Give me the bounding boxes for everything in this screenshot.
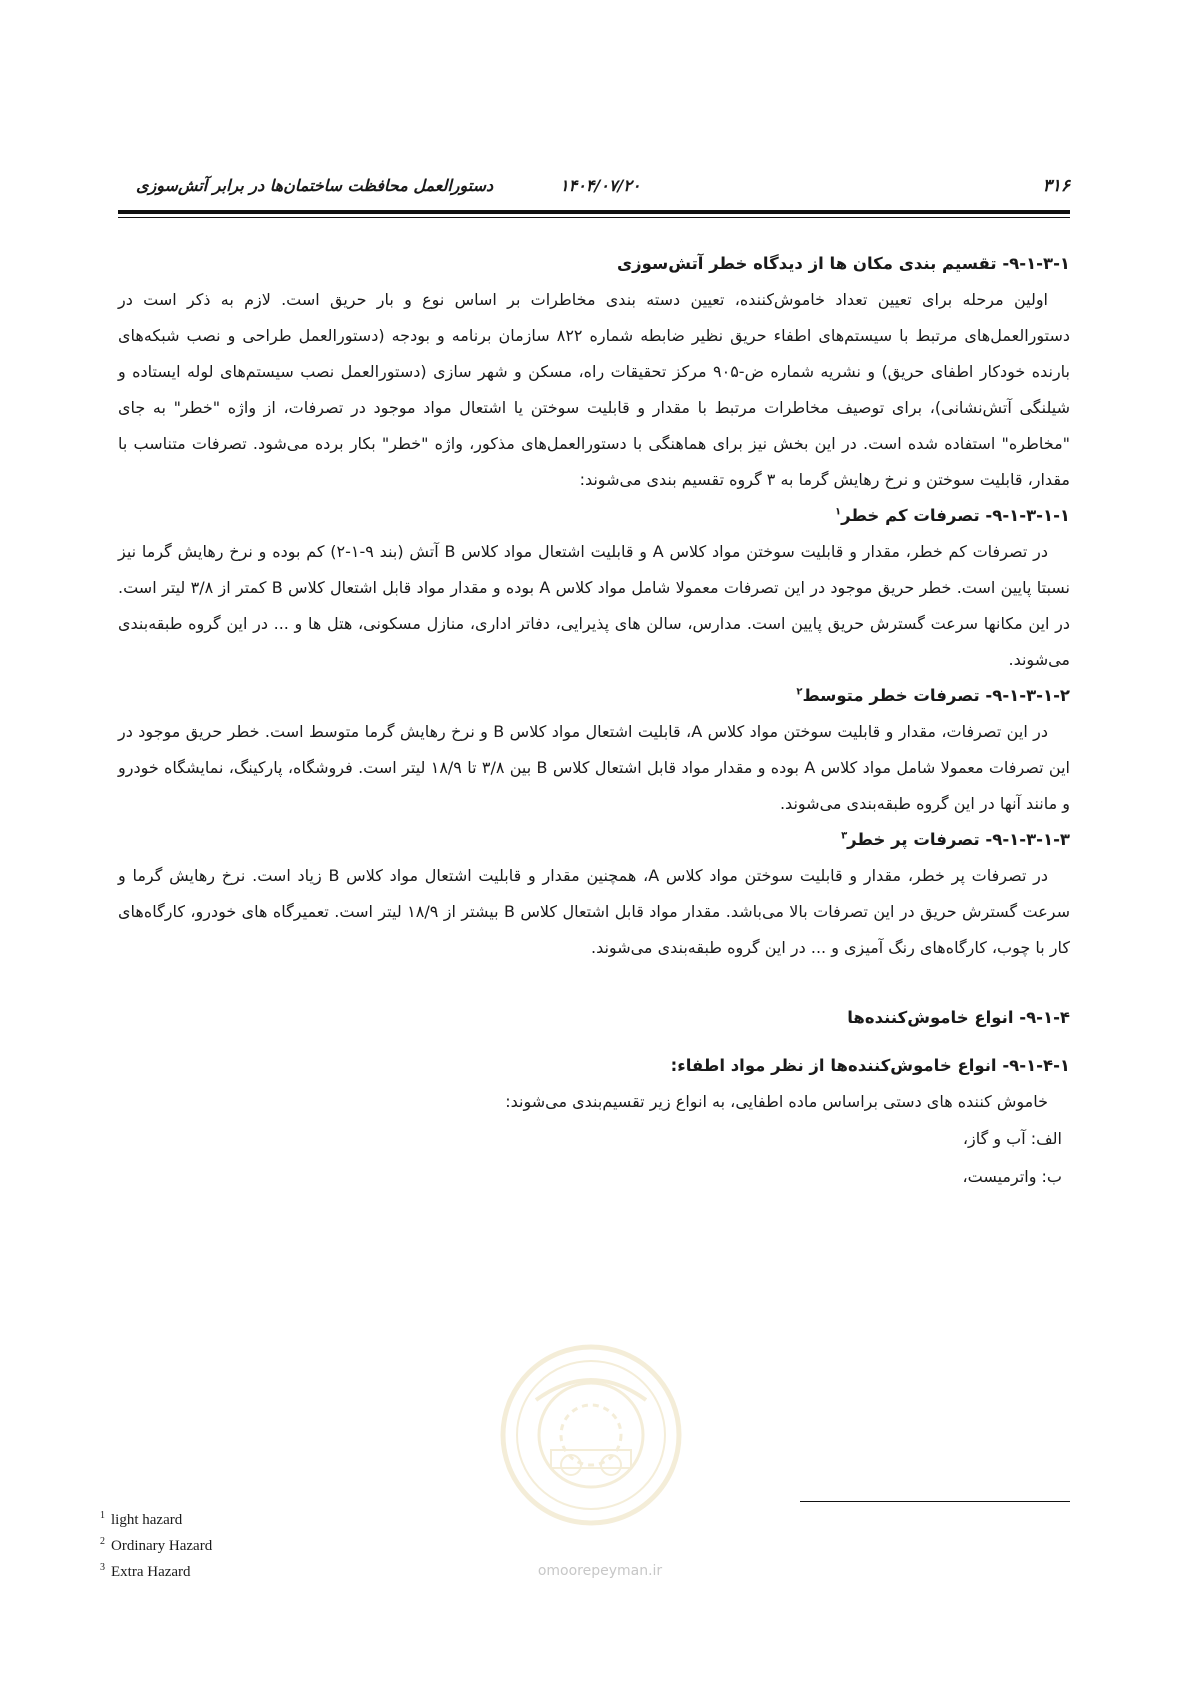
list-item: الف: آب و گاز، bbox=[962, 1129, 1062, 1148]
subsection-heading bbox=[118, 678, 1070, 714]
section-paragraph: در تصرفات پر خطر، مقدار و قابلیت سوختن مواد کلاس A، همچنین مقدار و قابلیت اشتعال مواد کلاس B زیاد است. نرخ رهایش گرما و سرعت گسترش حریق در این تصرفات بالا می‌باشد. مقدار مواد قابل اشتعال کلاس B بیشتر از ۱۸/۹ لیتر است. تعمیرگاه های خودرو، کارگاه‌های کار با چوب، کارگاه‌های رنگ آمیزی و ... در این گروه طبقه‌بندی می‌شوند. bbox=[118, 866, 1071, 957]
footnote-number: 2 bbox=[100, 1536, 105, 1547]
footnote-rule bbox=[800, 1501, 1070, 1502]
subsection-heading bbox=[118, 498, 1070, 534]
header-date: ۱۴۰۴/۰۷/۲۰ bbox=[560, 176, 641, 195]
footnote-text: Ordinary Hazard bbox=[111, 1538, 213, 1554]
footnote-ref: ۱ bbox=[834, 506, 842, 518]
footnote-ref: ۳ bbox=[841, 830, 848, 842]
header-title: دستورالعمل محافظت ساختمان‌ها در برابر آتش‌سوزی bbox=[136, 176, 494, 195]
header-rule-thin bbox=[118, 217, 1070, 218]
heading-text: ۹-۱-۳-۱-۱- تصرفات کم خطر bbox=[841, 506, 1070, 525]
section-paragraph: در تصرفات کم خطر، مقدار و قابلیت سوختن مواد کلاس A و قابلیت اشتعال مواد کلاس B آتش (بند ۹-۱-۲) کم بوده و نرخ رهایش گرما نیز نسبتا پایین است. خطر حریق موجود در این تصرفات معمولا شامل مواد کلاس A بوده و مقدار مواد قابل اشتعال کلاس B کمتر از ۳/۸ لیتر است. در این مکانها سرعت گسترش حریق پایین است. مدارس، سالن های پذیرایی، دفاتر اداری، منازل مسکونی، هتل ها و ... در این گروه طبقه‌بندی می‌شوند. bbox=[118, 542, 1071, 669]
subsection-heading: ۹-۱-۴-۱- انواع خاموش‌کننده‌ها از نظر مواد اطفاء: bbox=[670, 1056, 1070, 1075]
footnote-text: Extra Hazard bbox=[111, 1564, 191, 1580]
section-paragraph: اولین مرحله برای تعیین تعداد خاموش‌کننده، تعیین دسته بندی مخاطرات بر اساس نوع و بار حریق است. لازم به ذکر است در دستورالعمل‌های مرتبط با سیستم‌های اطفاء حریق نظیر ضابطه شماره ۸۲۲ سازمان برنامه و بودجه (دستورالعمل طراحی و نصب شبکه‌های بارنده خودکار اطفای حریق) و نشریه شماره ض-۹۰۵ مرکز تحقیقات راه، مسکن و شهر سازی (دستورالعمل نصب سیستم‌های لوله ایستاده و شیلنگی آتش‌نشانی)، برای توصیف مخاطرات مرتبط با مقدار و قابلیت سوختن یا اشتعال مواد موجود در تصرفات، از واژه "خطر" به جای "مخاطره" استفاده شده است. در این بخش نیز برای هماهنگی با دستورالعمل‌های مذکور، واژه "خطر" بکار برده می‌شود. تصرفات متناسب با مقدار، قابلیت سوختن و نرخ رهایش گرما به ۳ گروه تقسیم بندی می‌شوند: bbox=[118, 290, 1071, 489]
heading-text: ۹-۱-۳-۱-۳- تصرفات پر خطر bbox=[847, 830, 1070, 849]
main-content bbox=[118, 246, 1070, 1196]
section-paragraph: در این تصرفات، مقدار و قابلیت سوختن مواد کلاس A، قابلیت اشتعال مواد کلاس B و نرخ رهایش گرما متوسط است. خطر حریق موجود در این تصرفات معمولا شامل مواد کلاس A بوده و مقدار مواد قابل اشتعال کلاس B بین ۳/۸ تا ۱۸/۹ لیتر است. فروشگاه، پارکینگ، نمایشگاه خودرو و مانند آنها در این گروه طبقه‌بندی می‌شوند. bbox=[118, 722, 1070, 813]
footnote-ref: ۲ bbox=[796, 686, 803, 698]
footnote-item bbox=[100, 1557, 500, 1583]
section-heading: ۹-۱-۴- انواع خاموش‌کننده‌ها bbox=[847, 1008, 1070, 1027]
heading-text: ۹-۱-۳-۱-۲- تصرفات خطر متوسط bbox=[802, 686, 1070, 705]
header-rule-thick bbox=[118, 210, 1070, 214]
footnote-number: 3 bbox=[100, 1562, 105, 1573]
footnote-text: light hazard bbox=[111, 1512, 183, 1528]
watermark-text: omoorepeyman.ir bbox=[537, 1563, 663, 1579]
watermark-seal-icon bbox=[496, 1340, 686, 1530]
subsection-heading bbox=[118, 822, 1070, 858]
footnotes bbox=[100, 1505, 500, 1583]
section-heading: ۹-۱-۳-۱- تقسیم بندی مکان ها از دیدگاه خطر آتش‌سوزی bbox=[617, 254, 1070, 273]
page-header bbox=[118, 172, 1070, 200]
footnote-number: 1 bbox=[100, 1510, 105, 1521]
footnote-item bbox=[100, 1505, 500, 1531]
list-item: ب: واترمیست، bbox=[962, 1167, 1062, 1186]
footnote-item bbox=[100, 1531, 500, 1557]
page-number: ۳۱۶ bbox=[1042, 176, 1070, 196]
section-paragraph: خاموش کننده های دستی براساس ماده اطفایی، به انواع زیر تقسیم‌بندی می‌شوند: bbox=[505, 1092, 1048, 1111]
